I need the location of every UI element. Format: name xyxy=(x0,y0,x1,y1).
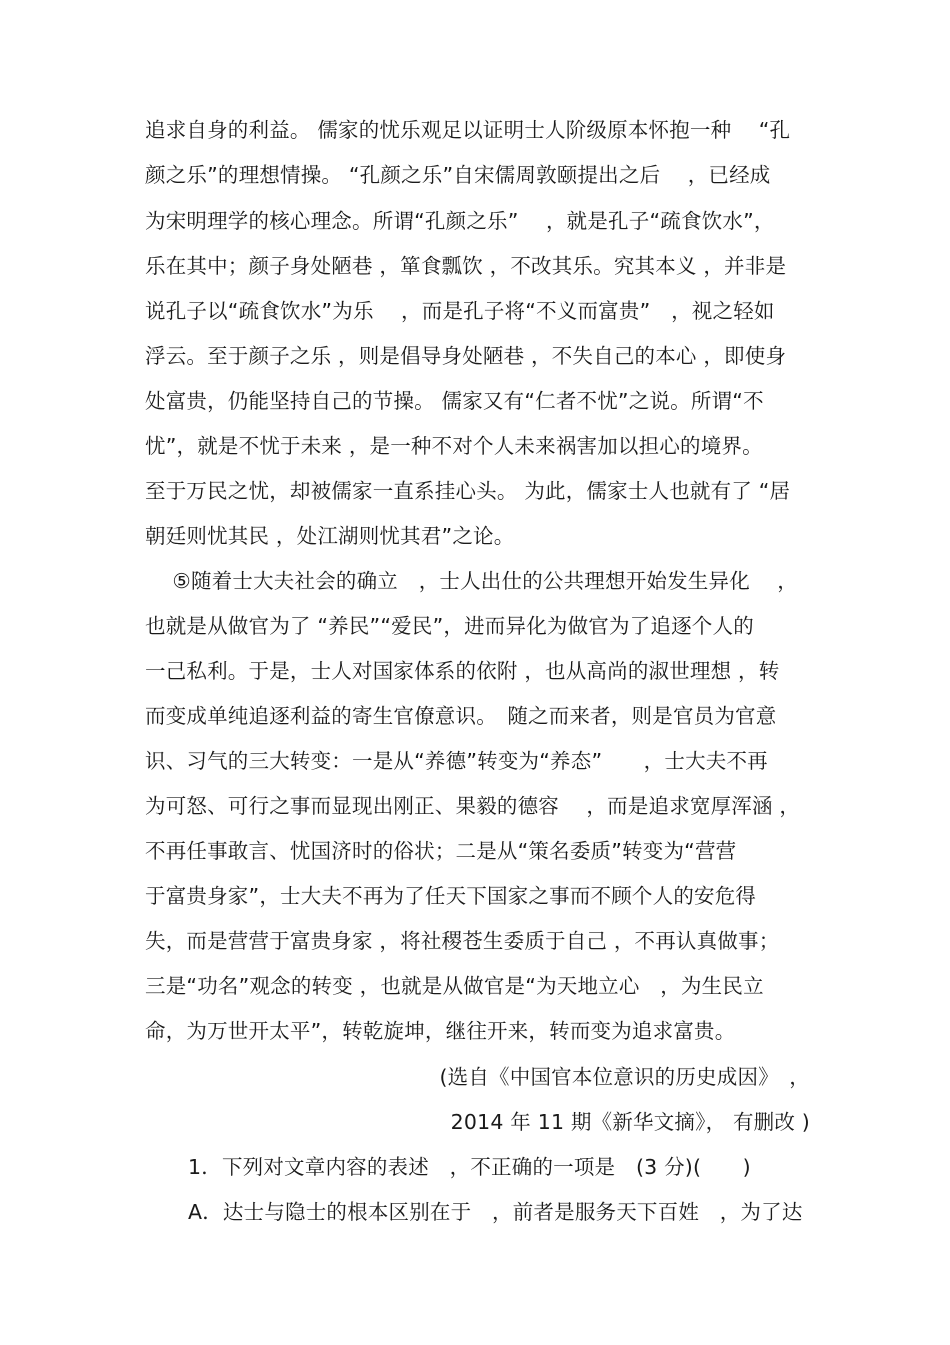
body-line-20: 三是“功名”观念的转变 ，也就是从做官是“为天地立心 ，为生民立 xyxy=(145,974,764,998)
body-line-6: 浮云。至于颜子之乐 ，则是倡导身处陋巷 ，不失自己的本心 ，即使身 xyxy=(145,344,787,368)
body-line-10: 朝廷则忧其民 ，处江湖则忧其君”之论。 xyxy=(145,524,515,548)
body-line-8: 忧”，就是不忧于未来 ，是一种不对个人未来祸害加以担心的境界。 xyxy=(145,434,763,458)
body-line-18: 于富贵身家”，士大夫不再为了任天下国家之事而不顾个人的安危得 xyxy=(145,884,757,908)
body-line-5: 说孔子以“疏食饮水”为乐 ，而是孔子将“不义而富贵” ，视之轻如 xyxy=(145,299,775,323)
body-line-16: 为可怒、可行之事而显现出刚正、果毅的德容 ，而是追求宽厚浑涵 ， xyxy=(145,794,801,818)
body-line-3: 为宋明理学的核心理念。所谓“孔颜之乐” ，就是孔子“疏食饮水”， xyxy=(145,209,775,233)
question-1: 1．下列对文章内容的表述 ，不正确的一项是 (3 分)( ) xyxy=(188,1155,751,1179)
body-line-11: ⑤随着士大夫社会的确立 ，士人出仕的公共理想开始发生异化 ， xyxy=(145,569,799,593)
body-line-7: 处富贵，仍能坚持自己的节操。 儒家又有“仁者不忧”之说。所谓“不 xyxy=(145,389,764,413)
source-citation-line-2: 2014 年 11 期《新华文摘》， 有删改 ) xyxy=(450,1110,810,1134)
body-line-19: 失，而是营营于富贵身家 ，将社稷苍生委质于自己 ，不再认真做事； xyxy=(145,929,780,953)
body-line-2: 颜之乐”的理想情操。 “孔颜之乐”自宋儒周敦颐提出之后 ，已经成 xyxy=(145,163,771,187)
question-1-option-a: A．达士与隐士的根本区别在于 ，前者是服务天下百姓 ，为了达 xyxy=(188,1200,803,1224)
body-line-14: 而变成单纯追逐利益的寄生官僚意识。 随之而来者，则是官员为官意 xyxy=(145,704,777,728)
body-line-13: 一己私利。于是，士人对国家体系的依附 ，也从高尚的淑世理想 ，转 xyxy=(145,659,780,683)
body-line-15: 识、习气的三大转变：一是从“养德”转变为“养态” ，士大夫不再 xyxy=(145,749,768,773)
body-line-12: 也就是从做官为了 “养民”“爱民”，进而异化为做官为了追逐个人的 xyxy=(145,614,754,638)
body-line-21: 命，为万世开太平”，转乾旋坤，继往开来，转而变为追求富贵。 xyxy=(145,1019,736,1043)
source-citation-line-1: (选自《中国官本位意识的历史成因》 ， xyxy=(439,1065,810,1089)
body-line-9: 至于万民之忧，却被儒家一直系挂心头。 为此，儒家士人也就有了 “居 xyxy=(145,479,791,503)
body-line-1: 追求自身的利益。 儒家的忧乐观足以证明士人阶级原本怀抱一种 “孔 xyxy=(145,118,791,142)
body-line-17: 不再任事敢言、忧国济时的俗状；二是从“策名委质”转变为“营营 xyxy=(145,839,737,863)
body-line-4: 乐在其中；颜子身处陋巷 ，箪食瓢饮 ，不改其乐。究其本义 ，并非是 xyxy=(145,254,787,278)
